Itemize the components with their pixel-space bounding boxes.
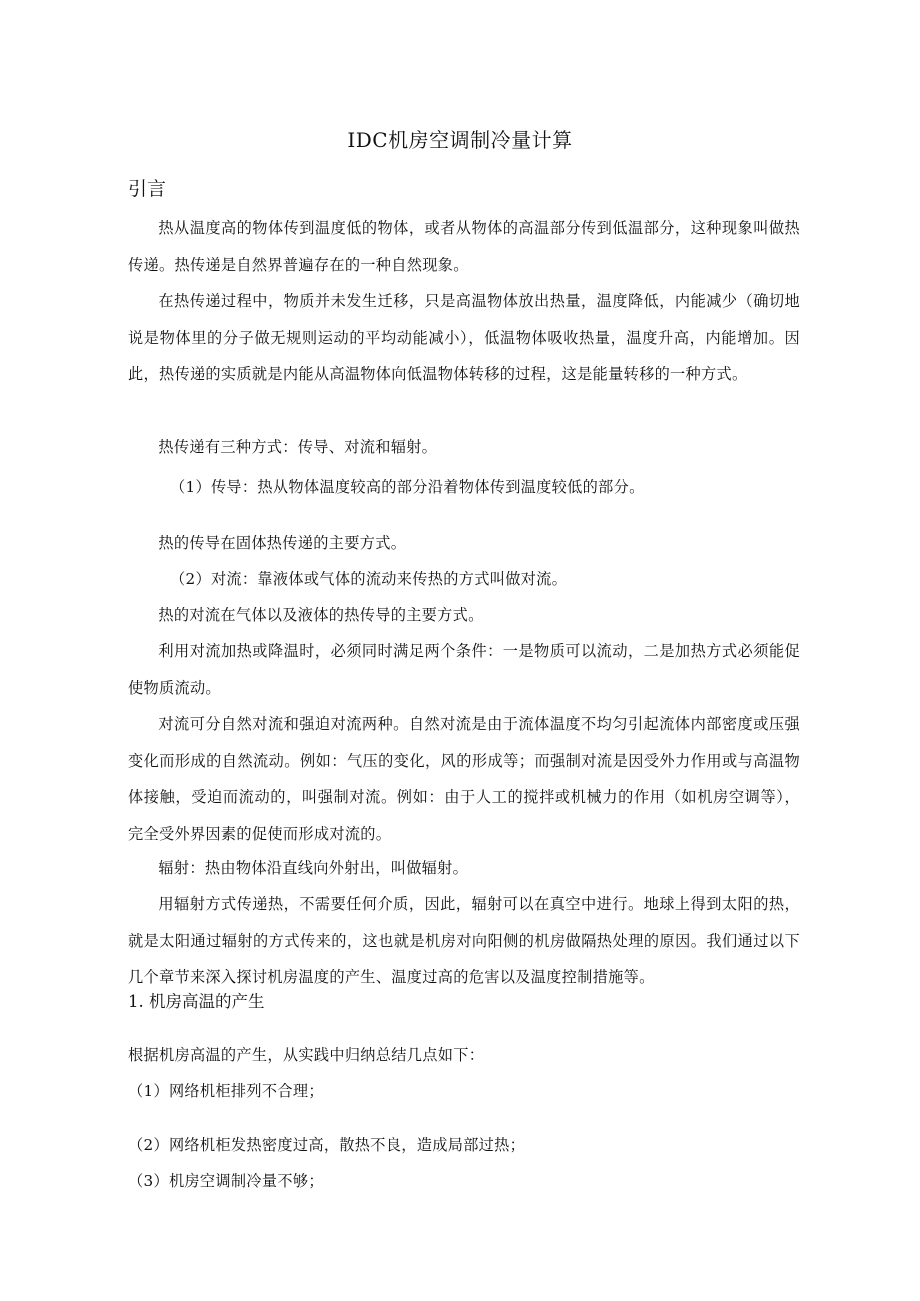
paragraph-heat-transfer: 热从温度高的物体传到温度低的物体，或者从物体的高温部分传到低温部分，这种现象叫做热传递。热传递是自然界普遍存在的一种自然现象。 bbox=[128, 219, 800, 274]
paragraph-convection-conditions: 利用对流加热或降温时，必须同时满足两个条件：一是物质可以流动，二是加热方式必须能促使物质流动。 bbox=[128, 642, 800, 697]
item-conduction: （1）传导：热从物体温度较高的部分沿着物体传到温度较低的部分。 bbox=[170, 478, 645, 496]
paragraph-heat-transfer-process: 在热传递过程中，物质并未发生迁移，只是高温物体放出热量，温度降低，内能减少（确切地说是物体里的分子做无规则运动的平均动能减小），低温物体吸收热量，温度升高，内能增加。因此，热传递的实质就是内能从高温物体向低温物体转移的过程，这是能量转移的一种方式。 bbox=[128, 292, 800, 383]
intro-heading: 引言 bbox=[128, 178, 167, 200]
document-title: IDC机房空调制冷量计算 bbox=[347, 128, 573, 152]
paragraph-convection-types: 对流可分自然对流和强迫对流两种。自然对流是由于流体温度不均匀引起流体内部密度或压强变化而形成的自然流动。例如：气压的变化，风的形成等；而强制对流是因受外力作用或与高温物体接触，受迫而流动的，叫强制对流。例如：由于人工的搅拌或机械力的作用（如机房空调等），完全受外界因素的促使而形成对流的。 bbox=[128, 715, 800, 843]
section-heading-high-temperature: 1. 机房高温的产生 bbox=[128, 992, 265, 1011]
list-item-2: （2）网络机柜发热密度过高，散热不良，造成局部过热； bbox=[128, 1136, 526, 1154]
list-item-1: （1）网络机柜排列不合理； bbox=[128, 1082, 324, 1100]
list-item-3: （3）机房空调制冷量不够； bbox=[128, 1172, 324, 1190]
paragraph-three-methods: 热传递有三种方式：传导、对流和辐射。 bbox=[158, 438, 438, 456]
item-convection: （2）对流：靠液体或气体的流动来传热的方式叫做对流。 bbox=[170, 570, 568, 588]
paragraph-radiation-detail: 用辐射方式传递热，不需要任何介质，因此，辐射可以在真空中进行。地球上得到太阳的热，就是太阳通过辐射的方式传来的，这也就是机房对向阳侧的机房做隔热处理的原因。我们通过以下几个章节来深入探讨机房温度的产生、温度过高的危害以及温度控制措施等。 bbox=[128, 895, 800, 986]
paragraph-radiation: 辐射：热由物体沿直线向外射出，叫做辐射。 bbox=[158, 859, 469, 877]
section-intro-text: 根据机房高温的产生，从实践中归纳总结几点如下： bbox=[128, 1046, 485, 1064]
paragraph-conduction-note: 热的传导在固体热传递的主要方式。 bbox=[158, 534, 407, 552]
paragraph-convection-note: 热的对流在气体以及液体的热传导的主要方式。 bbox=[158, 606, 484, 624]
